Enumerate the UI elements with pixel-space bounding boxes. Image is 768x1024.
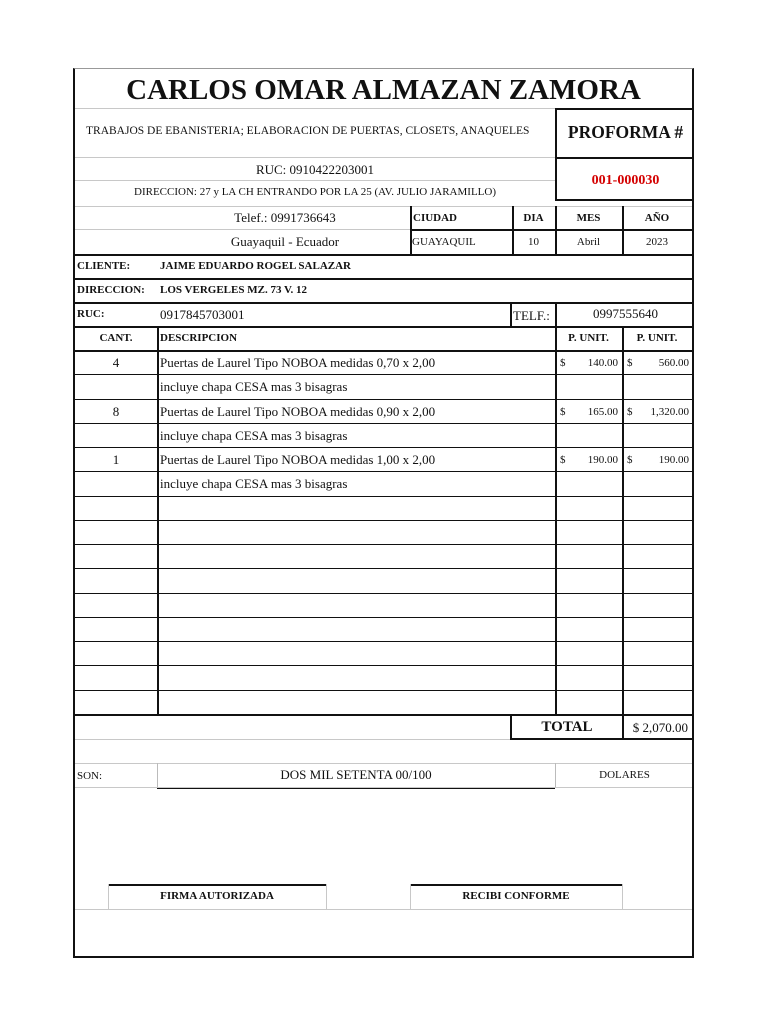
item-descripcion: Puertas de Laurel Tipo NOBOA medidas 0,90 x 2,00 [160,403,436,419]
item-unit-currency: $ [560,405,566,418]
direccion-value: LOS VERGELES MZ. 73 V. 12 [160,284,308,296]
item-descripcion: incluye chapa CESA mas 3 bisagras [160,427,348,443]
header-cant: CANT. [99,332,133,344]
anio-label: AÑO [644,212,670,224]
recibi-conforme: RECIBI CONFORME [462,890,570,902]
row-divider [75,399,694,400]
ruc-label: RUC: [77,308,105,320]
proforma-label: PROFORMA # [567,122,684,142]
ruc-value: 0917845703001 [160,307,245,322]
item-total-price: 560.00 [658,357,689,369]
proforma-number: 001-000030 [591,173,660,188]
telf-label: TELF.: [513,308,550,323]
item-unit-currency: $ [560,357,566,369]
item-unit-currency: $ [560,454,566,466]
item-descripcion: Puertas de Laurel Tipo NOBOA medidas 1,00 x 2,00 [160,452,436,467]
item-total-currency: $ [627,454,633,466]
telf-value: 0997555640 [593,306,658,321]
row-divider [75,665,694,666]
ciudad-value: GUAYAQUIL [412,236,476,248]
row-divider [75,374,694,375]
row-divider [75,423,694,424]
item-unit-price: 165.00 [587,405,618,418]
item-descripcion: incluye chapa CESA mas 3 bisagras [160,379,348,395]
company-address: DIRECCION: 27 y LA CH ENTRANDO POR LA 25 (AV. JULIO JARAMILLO) [134,186,496,198]
item-cant: 8 [112,403,120,419]
row-divider [75,447,694,448]
item-unit-price: 190.00 [587,454,618,466]
company-location: Guayaquil - Ecuador [230,234,340,249]
company-phone: Telef.: 0991736643 [234,210,336,225]
header-descripcion: DESCRIPCION [160,332,238,344]
row-divider [75,690,694,691]
cliente-value: JAIME EDUARDO ROGEL SALAZAR [160,260,351,272]
item-total-price: 190.00 [658,454,689,466]
item-cant: 4 [112,355,120,370]
header-p-unit: P. UNIT. [568,332,609,344]
dia-value: 10 [528,236,539,248]
son-label: SON: [77,770,103,782]
row-divider [75,544,694,545]
item-cant: 1 [112,452,120,467]
direccion-label: DIRECCION: [77,284,145,296]
item-unit-price: 140.00 [587,357,618,369]
company-tagline: TRABAJOS DE EBANISTERIA; ELABORACION DE PUERTAS, CLOSETS, ANAQUELES [86,125,530,137]
company-name: CARLOS OMAR ALMAZAN ZAMORA [126,74,641,106]
row-divider [75,568,694,569]
proforma-document [73,68,694,958]
item-total-currency: $ [627,357,633,369]
amount-in-words: DOS MIL SETENTA 00/100 [280,767,432,782]
row-divider [75,496,694,497]
total-value: $ 2,070.00 [632,720,688,735]
item-total-currency: $ [627,405,633,418]
total-label: TOTAL [541,719,593,735]
dia-label: DIA [523,212,544,224]
item-descripcion: incluye chapa CESA mas 3 bisagras [160,476,348,492]
row-divider [75,593,694,594]
currency-label: DOLARES [599,769,650,781]
row-divider [75,617,694,618]
item-total-price: 1,320.00 [650,405,689,418]
ciudad-label: CIUDAD [413,212,457,224]
row-divider [75,520,694,521]
row-divider [75,471,694,472]
row-divider [75,641,694,642]
header-p-total: P. UNIT. [636,332,678,344]
company-ruc: RUC: 0910422203001 [255,162,375,177]
anio-value: 2023 [646,236,668,248]
firma-autorizada: FIRMA AUTORIZADA [160,890,274,902]
mes-label: MES [576,212,601,224]
cliente-label: CLIENTE: [77,260,131,272]
item-descripcion: Puertas de Laurel Tipo NOBOA medidas 0,70 x 2,00 [160,355,436,370]
mes-value: Abril [576,236,601,248]
